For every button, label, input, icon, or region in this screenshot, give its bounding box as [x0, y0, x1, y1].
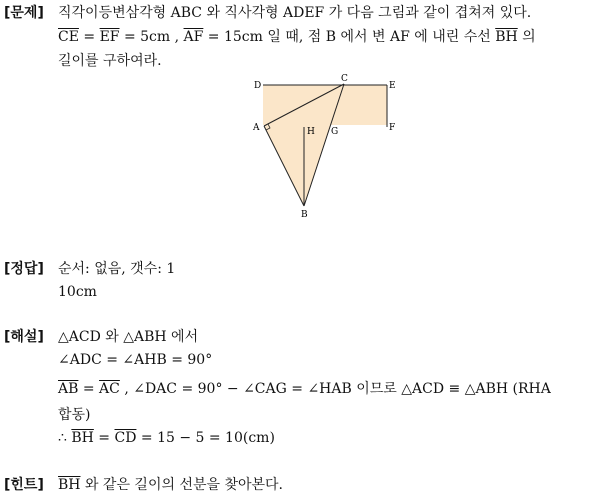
explanation-line-3 [58, 378, 551, 398]
point-d-label: D [254, 81, 262, 91]
explanation-label: [해설] [4, 329, 44, 345]
hint-label: [힌트] [4, 477, 44, 493]
problem-label: [문제] [4, 5, 44, 21]
problem-text-1: = 5cm , [119, 29, 184, 45]
explanation-line-1: △ACD 와 △ABH 에서 [58, 329, 199, 345]
explanation-text-2: = 15 − 5 = 10(cm) [136, 430, 275, 446]
answer-label: [정답] [4, 261, 44, 277]
explanation-line-5 [58, 430, 275, 446]
segment-bh: $\overline{BH}$ [495, 29, 518, 45]
problem-line-2 [58, 26, 536, 46]
explanation-eq-1: = [78, 381, 100, 397]
answer-line-2: 10cm [58, 284, 97, 300]
explanation-text-1: , ∠DAC = 90° − ∠CAG = ∠HAB 이므로 △ACD ≡ △ABH (RHA [119, 381, 551, 397]
explanation-eq-2: = [93, 430, 115, 446]
hint-text: 와 같은 길이의 선분을 찾아본다. [80, 477, 284, 493]
segment-ce: $\overline{CE}$ [58, 29, 79, 45]
explanation-line-4: 합동) [58, 407, 91, 423]
problem-text-2: = 15cm 일 때, 점 B 에서 변 AF 에 내린 수선 [203, 29, 496, 45]
point-f-label: F [389, 123, 396, 133]
answer-line-1: 순서: 없음, 갯수: 1 [58, 261, 176, 277]
hint-line [58, 474, 283, 494]
point-a-label: A [253, 123, 260, 133]
explanation-line-2: ∠ADC = ∠AHB = 90° [58, 352, 213, 368]
segment-bh-hint: $\overline{BH}$ [58, 477, 81, 493]
segment-cd-text: $\overline{CD}$ [114, 430, 137, 446]
segment-ef: $\overline{EF}$ [99, 29, 120, 45]
point-g-label: G [331, 127, 339, 137]
problem-line-1: 직각이등변삼각형 ABC 와 직사각형 ADEF 가 다음 그림과 같이 겹쳐져 있다. [58, 5, 532, 21]
point-b-label: B [301, 210, 308, 220]
point-e-label: E [389, 81, 396, 91]
point-c-label: C [341, 74, 348, 84]
geometry-figure [240, 72, 410, 222]
segment-ac-text: $\overline{AC}$ [99, 381, 120, 397]
segment-af: $\overline{AF}$ [183, 29, 204, 45]
problem-line-3: 길이를 구하여라. [58, 53, 162, 69]
segment-bh-text: $\overline{BH}$ [71, 430, 94, 446]
point-h-label: H [307, 127, 315, 137]
problem-text-3: 의 [517, 29, 536, 45]
problem-eq-1: = [78, 29, 100, 45]
therefore-symbol: ∴ [58, 430, 72, 446]
segment-ab-text: $\overline{AB}$ [58, 381, 79, 397]
